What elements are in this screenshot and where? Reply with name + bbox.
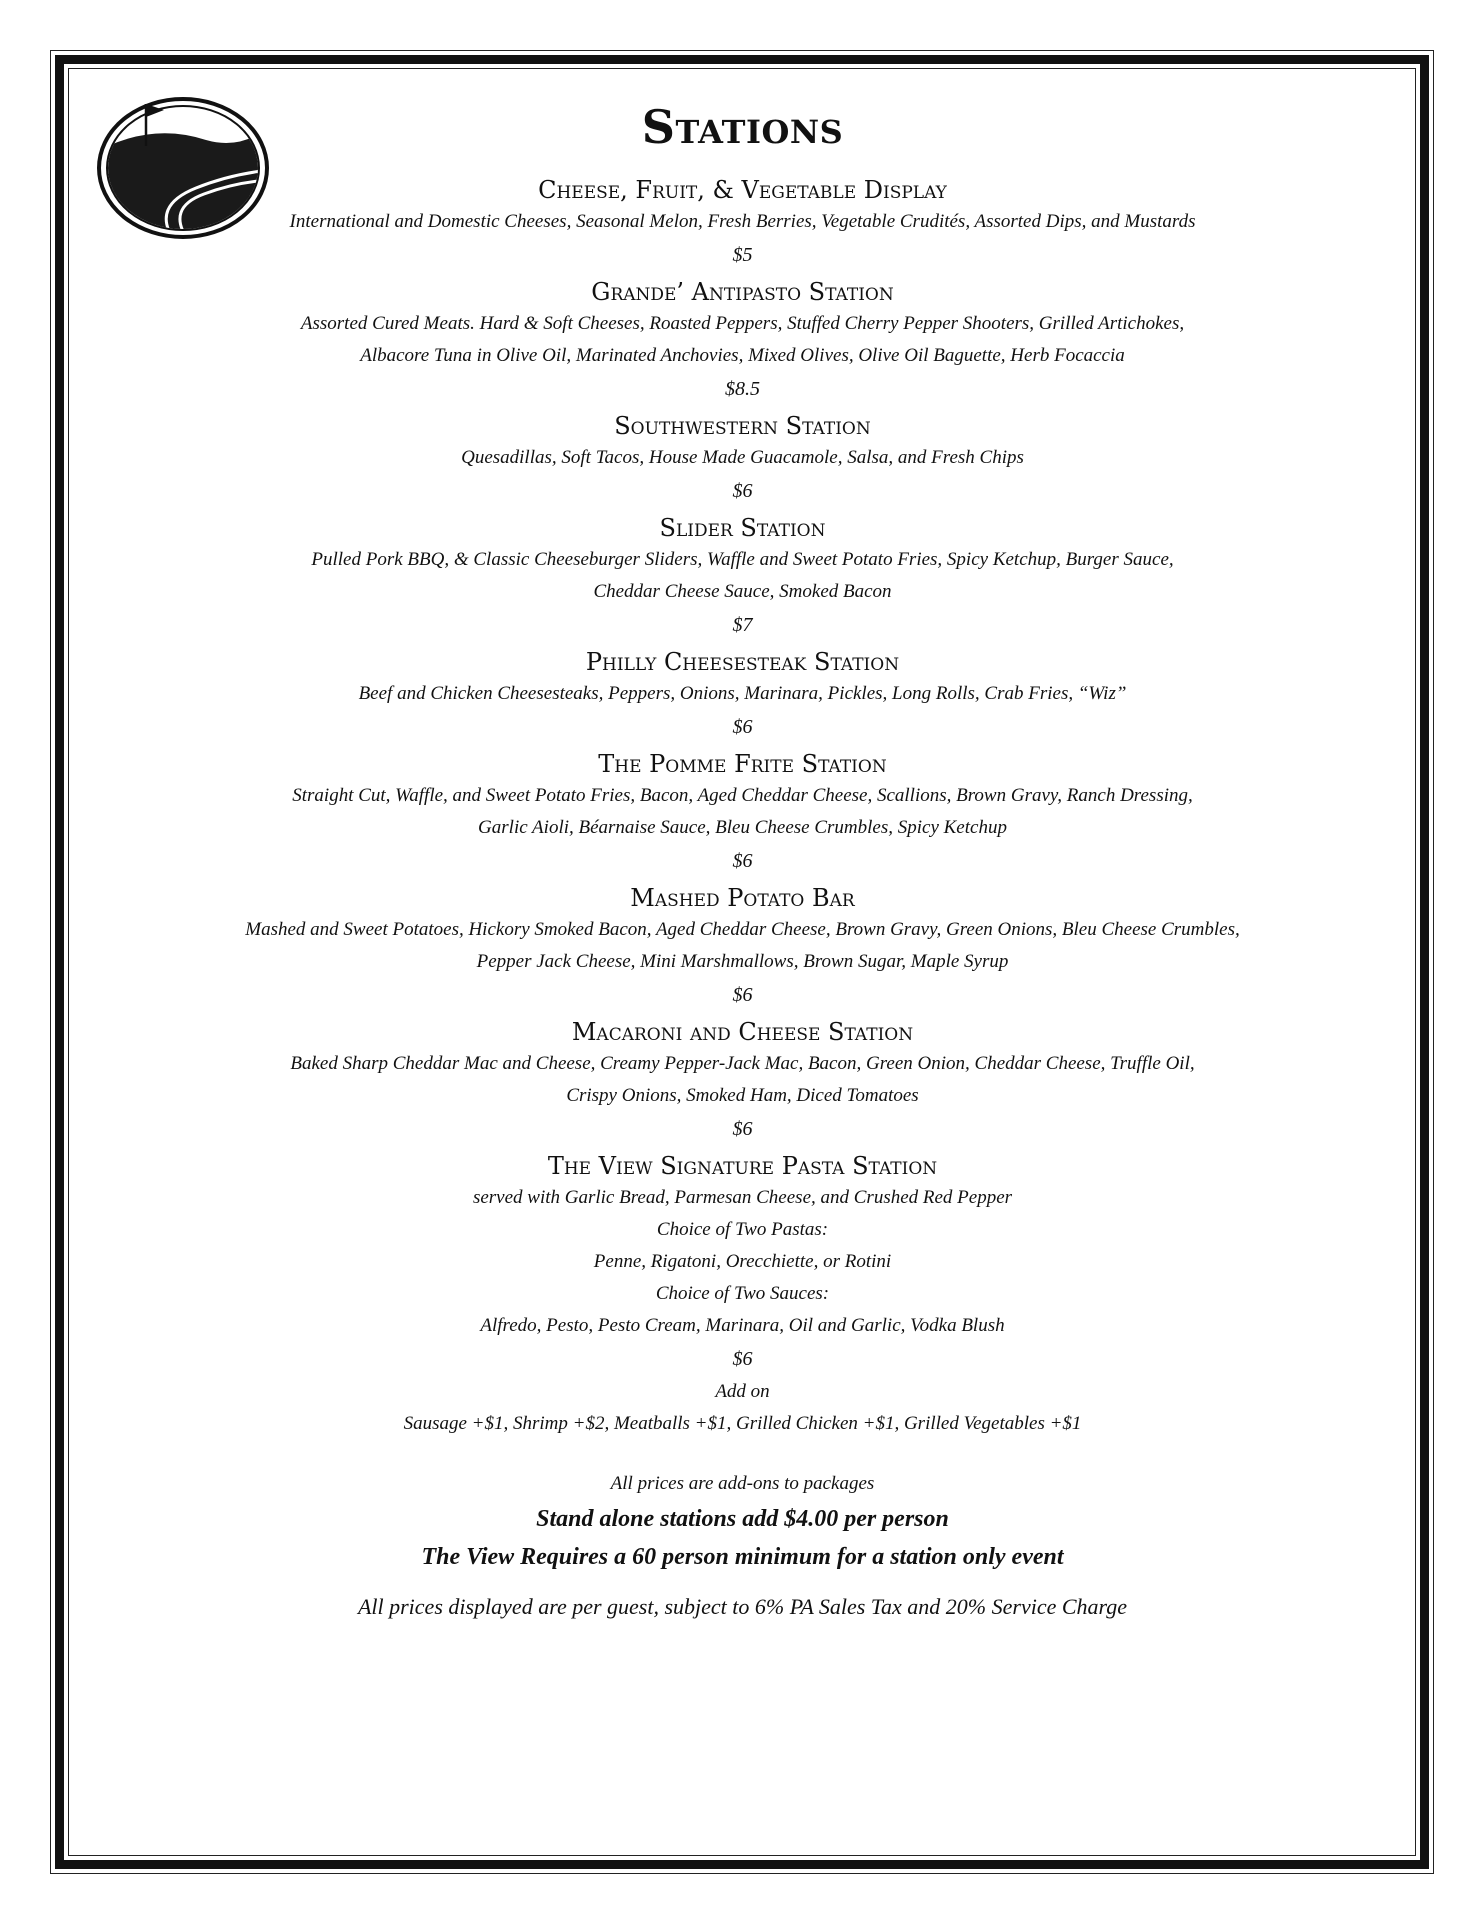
- station-block: [140, 174, 1345, 272]
- station-name: The View Signature Pasta Station: [547, 1152, 938, 1180]
- standalone-note: Stand alone stations add $4.00 per person: [536, 1506, 949, 1532]
- station-block: [140, 1016, 1345, 1146]
- pasta-station: [140, 1150, 1345, 1440]
- station-block: [140, 748, 1345, 878]
- station-description: Pulled Pork BBQ, & Classic Cheeseburger Sliders, Waffle and Sweet Potato Fries, Spicy Ketchup, Burger Sauce,: [311, 549, 1174, 570]
- footer-notes: [140, 1468, 1345, 1624]
- station-name: Grande’ Antipasto Station: [591, 278, 894, 306]
- station-price: $6: [732, 984, 753, 1006]
- station-block: [140, 882, 1345, 1012]
- station-description: Mashed and Sweet Potatoes, Hickory Smoked Bacon, Aged Cheddar Cheese, Brown Gravy, Green Onions, Bleu Cheese Crumbles,: [245, 919, 1240, 940]
- station-description: Albacore Tuna in Olive Oil, Marinated Anchovies, Mixed Olives, Olive Oil Baguette, Herb Focaccia: [360, 345, 1125, 366]
- station-description: Straight Cut, Waffle, and Sweet Potato Fries, Bacon, Aged Cheddar Cheese, Scallions, Brown Gravy, Ranch Dressing,: [292, 785, 1193, 806]
- station-description: Baked Sharp Cheddar Mac and Cheese, Creamy Pepper-Jack Mac, Bacon, Green Onion, Cheddar Cheese, Truffle Oil,: [290, 1053, 1195, 1074]
- pasta-line: served with Garlic Bread, Parmesan Cheese, and Crushed Red Pepper: [472, 1187, 1013, 1208]
- page-title: Stations: [641, 100, 844, 154]
- station-description: Cheddar Cheese Sauce, Smoked Bacon: [593, 581, 892, 602]
- tax-note: All prices displayed are per guest, subject to 6% PA Sales Tax and 20% Service Charge: [357, 1594, 1128, 1619]
- station-name: The Pomme Frite Station: [598, 750, 887, 778]
- station-block: [140, 512, 1345, 642]
- station-price: $6: [732, 850, 753, 872]
- addon-items: Sausage +$1, Shrimp +$2, Meatballs +$1, Grilled Chicken +$1, Grilled Vegetables +$1: [403, 1413, 1082, 1434]
- station-name: Philly Cheesesteak Station: [585, 648, 900, 676]
- stations-list: [140, 174, 1345, 1146]
- pasta-line: Choice of Two Sauces:: [655, 1283, 830, 1304]
- pasta-line: Choice of Two Pastas:: [656, 1219, 829, 1240]
- station-price: $8.5: [725, 378, 760, 400]
- station-price: $6: [732, 1348, 753, 1370]
- pasta-line: Penne, Rigatoni, Orecchiette, or Rotini: [593, 1251, 892, 1272]
- station-name: Mashed Potato Bar: [630, 884, 855, 912]
- station-description: International and Domestic Cheeses, Seasonal Melon, Fresh Berries, Vegetable Crudités, Assorted Dips, and Mustards: [289, 211, 1196, 232]
- station-name: Macaroni and Cheese Station: [571, 1018, 914, 1046]
- station-description: Pepper Jack Cheese, Mini Marshmallows, Brown Sugar, Maple Syrup: [476, 951, 1009, 972]
- station-price: $5: [732, 244, 753, 266]
- station-description: Assorted Cured Meats. Hard & Soft Cheeses, Roasted Peppers, Stuffed Cherry Pepper Shooters, Grilled Artichokes,: [300, 313, 1185, 334]
- station-description: Quesadillas, Soft Tacos, House Made Guacamole, Salsa, and Fresh Chips: [461, 447, 1024, 468]
- station-price: $6: [732, 1118, 753, 1140]
- station-description: Garlic Aioli, Béarnaise Sauce, Bleu Cheese Crumbles, Spicy Ketchup: [478, 817, 1007, 838]
- station-description: Crispy Onions, Smoked Ham, Diced Tomatoes: [566, 1085, 919, 1106]
- addons-note: All prices are add-ons to packages: [610, 1473, 875, 1494]
- addon-label: Add on: [715, 1381, 770, 1402]
- station-block: [140, 646, 1345, 744]
- menu-content: [140, 96, 1345, 1624]
- minimum-note: The View Requires a 60 person minimum for a station only event: [421, 1544, 1064, 1570]
- station-block: [140, 276, 1345, 406]
- station-name: Slider Station: [659, 514, 826, 542]
- station-price: $6: [732, 480, 753, 502]
- pasta-line: Alfredo, Pesto, Pesto Cream, Marinara, Oil and Garlic, Vodka Blush: [480, 1315, 1005, 1336]
- station-name: Cheese, Fruit, & Vegetable Display: [538, 176, 947, 204]
- station-description: Beef and Chicken Cheesesteaks, Peppers, Onions, Marinara, Pickles, Long Rolls, Crab Fries, “Wiz”: [358, 683, 1127, 704]
- station-price: $6: [732, 716, 753, 738]
- station-name: Southwestern Station: [614, 412, 871, 440]
- station-block: [140, 410, 1345, 508]
- station-price: $7: [732, 614, 753, 636]
